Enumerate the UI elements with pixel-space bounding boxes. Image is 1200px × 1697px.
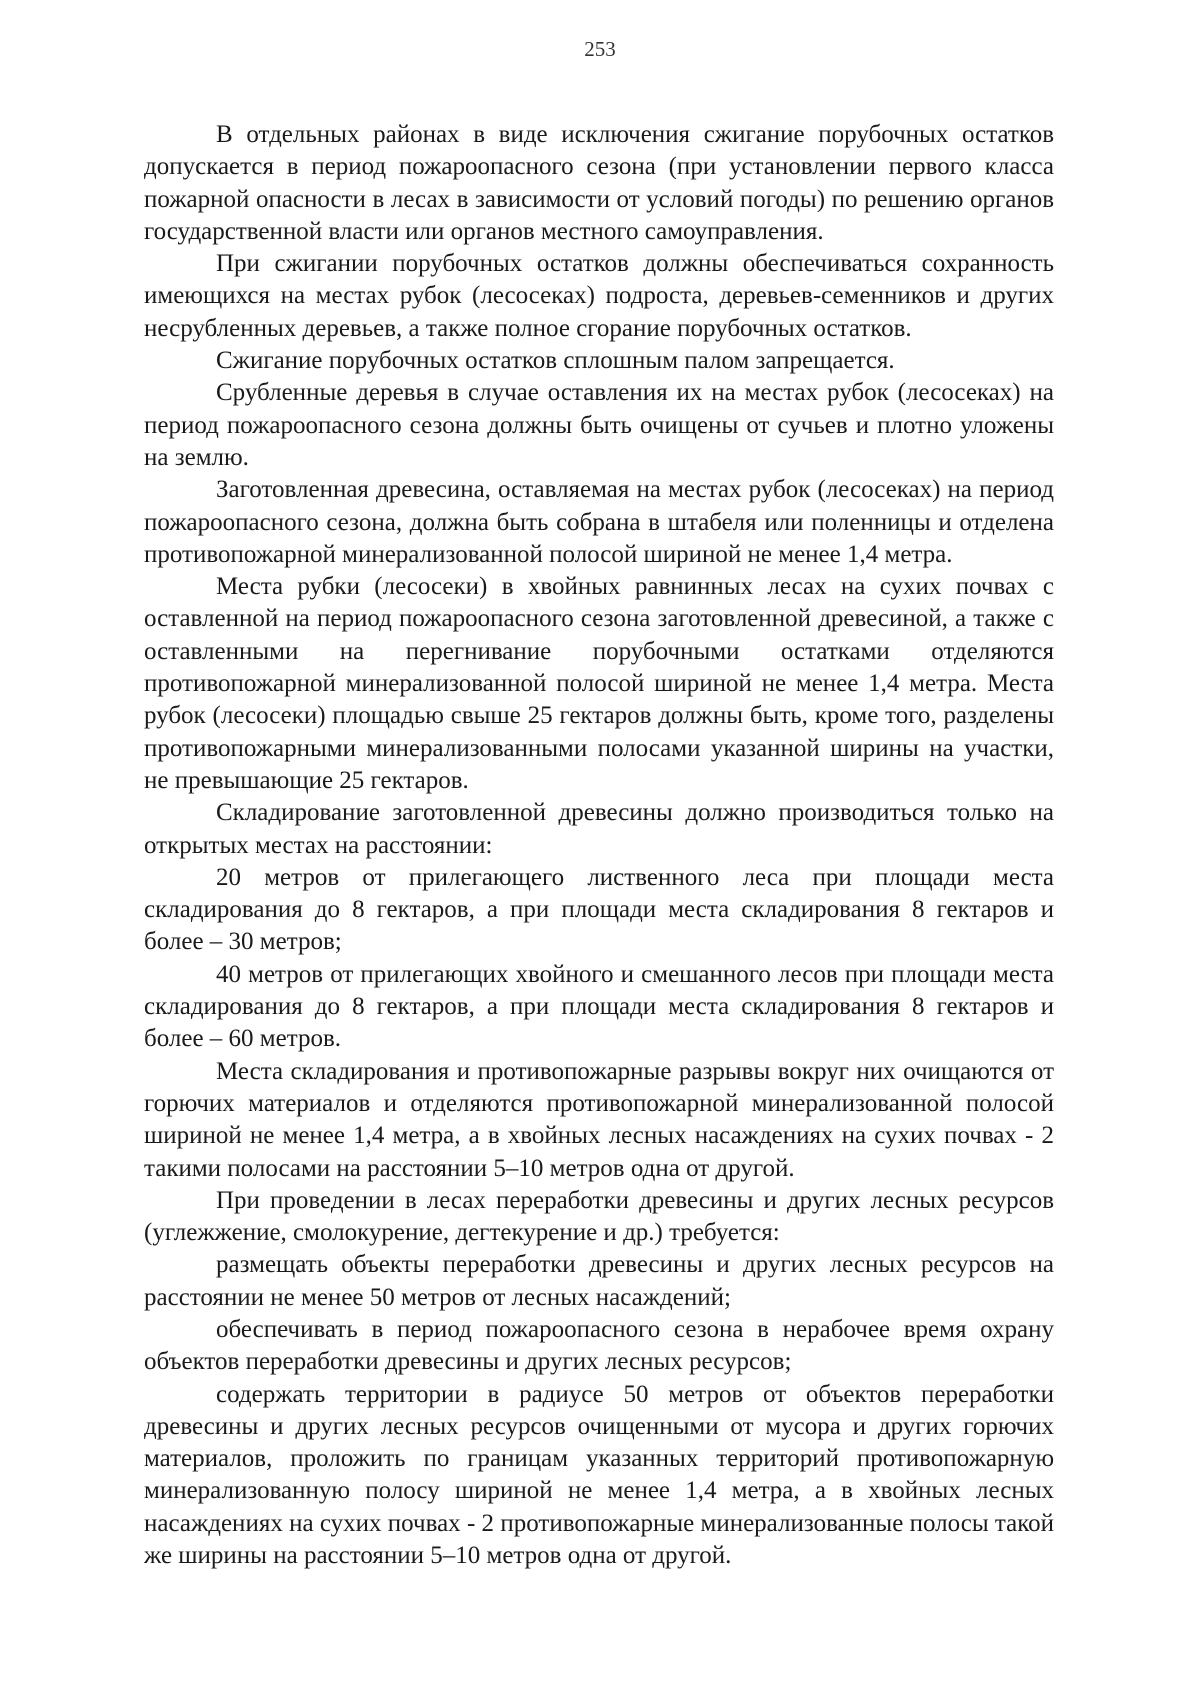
- paragraph: При сжигании порубочных остатков должны обеспечиваться сохранность имеющихся на местах рубок (лесосеках) подроста, деревьев-семенников и других несрубленных деревьев, а также полное сгорание порубочных остатков.: [144, 250, 1054, 342]
- paragraph: Сжигание порубочных остатков сплошным палом запрещается.: [216, 347, 895, 375]
- paragraph: Заготовленная древесина, оставляемая на местах рубок (лесосеках) на период пожароопасного сезона, должна быть собрана в штабеля или поленницы и отделена противопожарной минерализованной полосой шириной не менее 1,4 метра.: [144, 476, 1054, 568]
- list-item-paragraph: содержать территории в радиусе 50 метров от объектов переработки древесины и других лесных ресурсов очищенными от мусора и других горючих материалов, проложить по границам указанных территорий противопожарную минерализованную полосу шириной не менее 1,4 метра, а в хвойных лесных насаждениях на сухих почвах - 2 противопожарные минерализованные полосы такой же ширины на расстоянии 5–10 метров одна от другой.: [144, 1380, 1054, 1570]
- paragraph: Места складирования и противопожарные разрывы вокруг них очищаются от горючих материалов и отделяются противопожарной минерализованной полосой шириной не менее 1,4 метра, а в хвойных лесных насаждениях на сухих почвах - 2 такими полосами на расстоянии 5–10 метров одна от другой.: [144, 1057, 1054, 1182]
- page-number: 253: [584, 37, 616, 61]
- list-item-paragraph: 20 метров от прилегающего лиственного леса при площади места складирования до 8 гектаров, а при площади места складирования 8 гектаров и более – 30 метров;: [144, 863, 1054, 956]
- paragraph: Места рубки (лесосеки) в хвойных равнинных лесах на сухих почвах с оставленной на период пожароопасного сезона заготовленной древесиной, а также с оставленными на перегнивание порубочными остатками отделяются противопожарной минерализованной полосой шириной не менее 1,4 метра. Места рубок (лесосеки) площадью свыше 25 гектаров должны быть, кроме того, разделены противопожарными минерализованными полосами указанной ширины на участки, не превышающие 25 гектаров.: [144, 573, 1054, 794]
- paragraph: Срубленные деревья в случае оставления их на местах рубок (лесосеках) на период пожароопасного сезона должны быть очищены от сучьев и плотно уложены на землю.: [144, 379, 1054, 471]
- list-item-paragraph: размещать объекты переработки древесины и других лесных ресурсов на расстоянии не менее 50 метров от лесных насаждений;: [144, 1251, 1054, 1311]
- list-item-paragraph: 40 метров от прилегающих хвойного и смешанного лесов при площади места складирования до 8 гектаров, а при площади места складирования 8 гектаров и более – 60 метров.: [144, 960, 1054, 1053]
- list-item-paragraph: обеспечивать в период пожароопасного сезона в нерабочее время охрану объектов переработки древесины и других лесных ресурсов;: [144, 1315, 1054, 1376]
- paragraph: Складирование заготовленной древесины должно производиться только на открытых местах на расстоянии:: [144, 799, 1054, 859]
- document-body: [144, 119, 1054, 1572]
- paragraph: При проведении в лесах переработки древесины и других лесных ресурсов (углежжение, смолокурение, дегтекурение и др.) требуется:: [144, 1186, 1054, 1247]
- paragraph: В отдельных районах в виде исключения сжигание порубочных остатков допускается в период пожароопасного сезона (при установлении первого класса пожарной опасности в лесах в зависимости от условий погоды) по решению органов государственной власти или органов местного самоуправления.: [144, 121, 1054, 245]
